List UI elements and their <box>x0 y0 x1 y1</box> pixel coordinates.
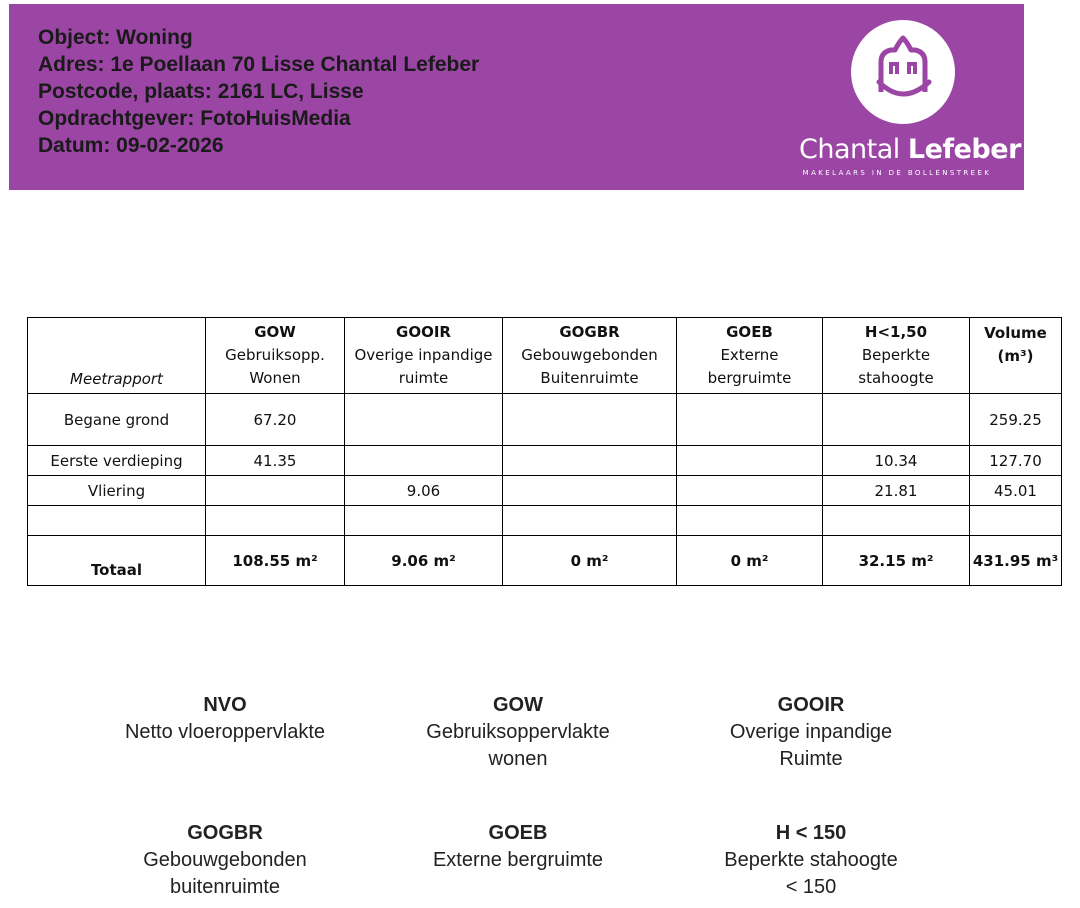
table-cell <box>345 506 503 536</box>
measurement-table <box>27 317 1062 586</box>
company-logo <box>799 18 1021 178</box>
table-cell: 9.06 <box>345 476 503 506</box>
tulip-house-icon <box>851 20 955 124</box>
header-banner <box>9 4 1024 190</box>
table-cell: 67.20 <box>206 394 345 446</box>
table-cell: 21.81 <box>823 476 970 506</box>
table-cell <box>206 506 345 536</box>
legend-item: GOOIR Overige inpandige Ruimte <box>729 694 893 770</box>
table-cell: 127.70 <box>970 446 1062 476</box>
table-cell <box>503 506 677 536</box>
address-line: Adres: 1e Poellaan 70 Lisse Chantal Lefeber <box>38 53 480 76</box>
client-line: Opdrachtgever: FotoHuisMedia <box>38 107 351 130</box>
table-cell: 10.34 <box>823 446 970 476</box>
column-header: GOW Gebruiksopp. Wonen <box>206 318 345 394</box>
row-label: Eerste verdieping <box>28 446 206 476</box>
column-header: H<1,50 Beperkte stahoogte <box>823 318 970 394</box>
postcode-line: Postcode, plaats: 2161 LC, Lisse <box>38 80 364 103</box>
column-header: GOEB Externe bergruimte <box>677 318 823 394</box>
row-label: Vliering <box>28 476 206 506</box>
legend-item: GOW Gebruiksoppervlakte wonen <box>426 694 610 770</box>
table-row <box>28 446 1062 476</box>
row-label: Begane grond <box>28 394 206 446</box>
table-cell: 41.35 <box>206 446 345 476</box>
legend-item: GOEB Externe bergruimte <box>432 822 604 871</box>
total-cell: 32.15 m² <box>823 536 970 586</box>
table-row <box>28 506 1062 536</box>
total-cell: 108.55 m² <box>206 536 345 586</box>
logo-wordmark <box>799 134 1021 166</box>
logo-name-first: Chantal <box>799 134 900 165</box>
object-line: Object: Woning <box>38 26 193 49</box>
table-cell <box>823 394 970 446</box>
table-cell: 259.25 <box>970 394 1062 446</box>
table-cell <box>503 446 677 476</box>
property-info <box>38 24 479 159</box>
total-label: Totaal <box>28 536 206 586</box>
table-cell <box>345 446 503 476</box>
table-cell: 45.01 <box>970 476 1062 506</box>
table-cell <box>677 506 823 536</box>
table-cell <box>345 394 503 446</box>
meetrapport-label: Meetrapport <box>28 318 206 394</box>
table-cell <box>503 394 677 446</box>
table-cell <box>503 476 677 506</box>
table-row <box>28 394 1062 446</box>
total-cell: 0 m² <box>677 536 823 586</box>
table-row <box>28 476 1062 506</box>
total-row <box>28 536 1062 586</box>
total-cell: 0 m² <box>503 536 677 586</box>
table-cell <box>206 476 345 506</box>
legend-item: GOGBR Gebouwgebonden buitenruimte <box>143 822 307 898</box>
column-header: GOOIR Overige inpandige ruimte <box>345 318 503 394</box>
legend-item: H < 150 Beperkte stahoogte < 150 <box>724 822 898 898</box>
logo-name-last: Lefeber <box>907 134 1021 165</box>
total-cell: 431.95 m³ <box>970 536 1062 586</box>
table-cell <box>677 476 823 506</box>
legend-item: NVO Netto vloeroppervlakte <box>124 694 326 743</box>
date-line: Datum: 09-02-2026 <box>38 134 224 157</box>
logo-tagline: MAKELAARS IN DE BOLLENSTREEK <box>802 169 992 177</box>
table-cell <box>677 394 823 446</box>
table-cell <box>970 506 1062 536</box>
table-cell <box>677 446 823 476</box>
table-header-row <box>28 318 1062 394</box>
column-header: GOGBR Gebouwgebonden Buitenruimte <box>503 318 677 394</box>
total-cell: 9.06 m² <box>345 536 503 586</box>
row-label <box>28 506 206 536</box>
table-cell <box>823 506 970 536</box>
column-header: Volume (m³) <box>970 318 1062 394</box>
